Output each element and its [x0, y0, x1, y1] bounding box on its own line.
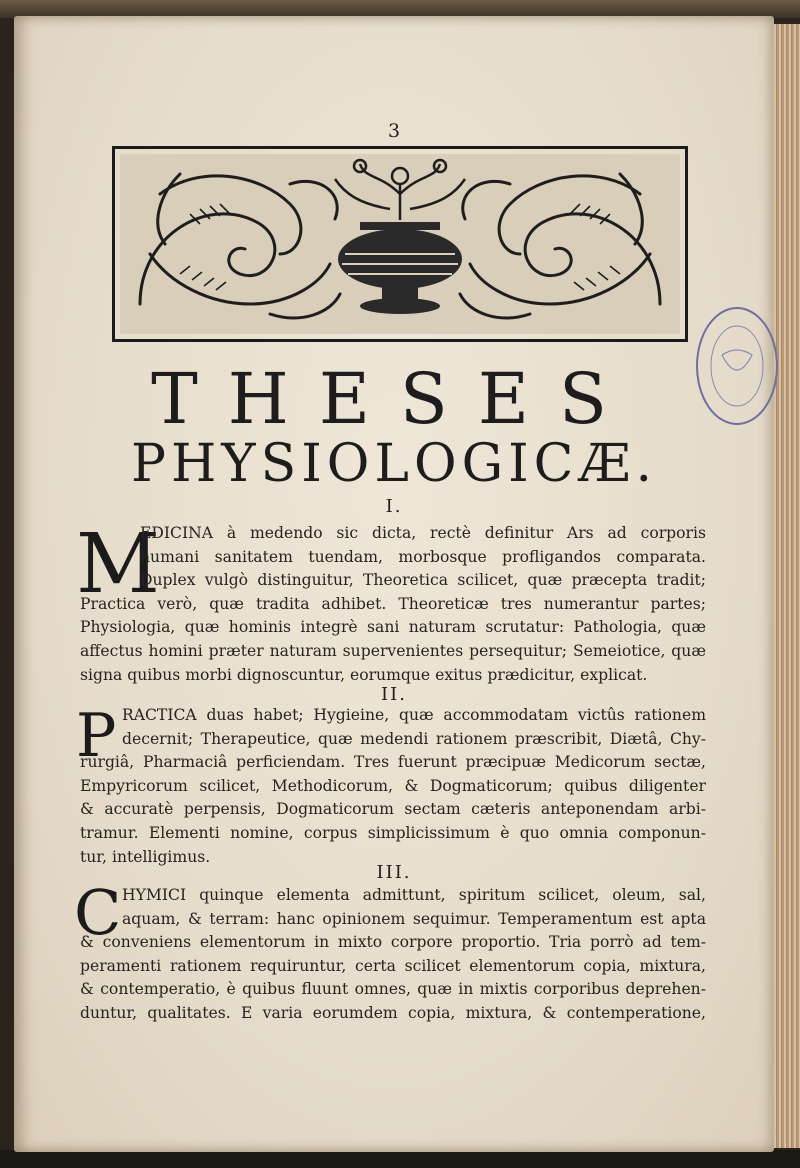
section-3-line: & contemperatio, è quibus fluunt omnes, quæ in mixtis corporibus deprehen- — [80, 980, 706, 999]
section-2-line: tramur. Elementi nomine, corpus simplicissimum è quo omnia componun- — [80, 823, 706, 842]
section-1-paragraph — [80, 522, 706, 687]
section-2-line: & accuratè perpensis, Dogmaticorum sectam cæteris anteponendam arbi- — [80, 800, 706, 819]
title-line-2: PHYSIOLOGICÆ. — [130, 434, 658, 494]
section-2-drop-cap: P — [76, 701, 117, 771]
section-3-drop-cap: C — [74, 876, 122, 949]
section-2-line: RACTICA duas habet; Hygieine, quæ accommodatam victûs rationem — [122, 706, 706, 724]
section-2-numeral: II. — [381, 684, 407, 705]
section-3-line: & conveniens elementorum in mixto corpore proportio. Tria porrò ad tem- — [80, 933, 706, 952]
section-1-drop-cap: M — [76, 517, 160, 612]
section-1-line: humani sanitatem tuendam, morbosque profligandos comparata. — [140, 547, 706, 566]
section-2-line: decernit; Therapeutice, quæ medendi rationem præscribit, Diætâ, Chy- — [122, 729, 706, 748]
section-3-line: aquam, & terram: hanc opinionem sequimur. Temperamentum est apta — [122, 909, 706, 928]
ornamental-headpiece — [112, 146, 688, 342]
section-2-paragraph — [80, 704, 706, 869]
section-1-numeral: I. — [385, 496, 403, 517]
section-3-line: HYMICI quinque elementa admittunt, spiritum scilicet, oleum, sal, — [122, 886, 706, 904]
page-number: 3 — [388, 120, 401, 142]
section-1-line: EDICINA à medendo sic dicta, rectè definitur Ars ad corporis — [140, 524, 706, 542]
section-3-line: duntur, qualitates. E varia eorumdem copia, mixtura, & contemperatione, — [80, 1003, 706, 1022]
section-2-line: rurgiâ, Pharmaciâ perficiendam. Tres fuerunt præcipuæ Medicorum sectæ, — [80, 753, 706, 772]
section-1-line: Practica verò, quæ tradita adhibet. Theoreticæ tres numerantur partes; — [80, 594, 706, 613]
section-1-line: signa quibus morbi dignoscuntur, eorumque exitus prædicitur, explicat. — [80, 665, 648, 684]
book-page — [14, 16, 774, 1152]
section-1-line: affectus homini præter naturam supervenientes persequitur; Semeiotice, quæ — [80, 641, 706, 660]
section-2-line: tur, intelligimus. — [80, 847, 211, 866]
section-3-line: peramenti rationem requiruntur, certa scilicet elementorum copia, mixtura, — [80, 956, 706, 975]
page-stack-edge — [772, 24, 800, 1148]
section-1-line: Duplex vulgò distinguitur, Theoretica scilicet, quæ præcepta tradit; — [140, 571, 706, 590]
section-2-line: Empyricorum scilicet, Methodicorum, & Dogmaticorum; quibus diligenter — [80, 776, 706, 795]
book-bottom-edge — [0, 1150, 800, 1168]
section-3-paragraph — [80, 884, 706, 1026]
section-3-numeral: III. — [376, 862, 412, 883]
floral-vase-ornament-icon — [120, 154, 680, 334]
section-1-line: Physiologia, quæ hominis integrè sani naturam scrutatur: Pathologia, quæ — [80, 618, 706, 637]
title-line-1: THESES — [151, 358, 637, 440]
